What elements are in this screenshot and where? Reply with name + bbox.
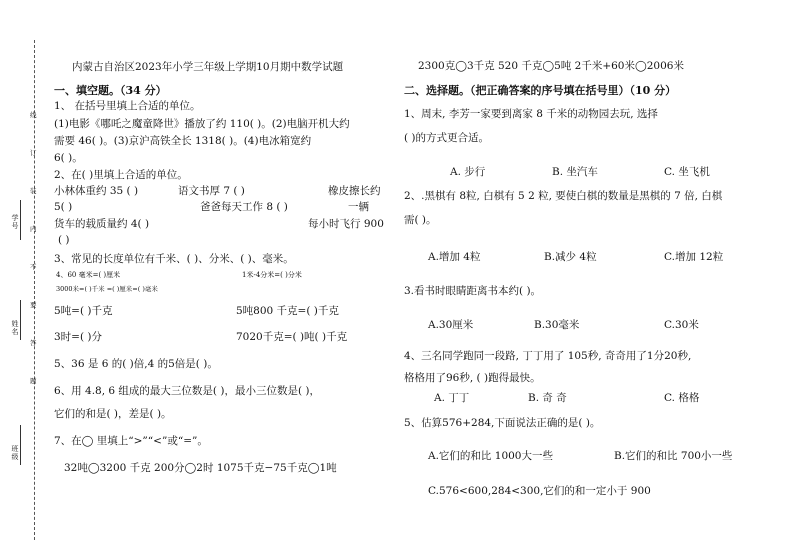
- q3-item: 4、60 毫米=( )厘米: [56, 271, 121, 279]
- c3-option-a: A.30厘米: [428, 319, 474, 331]
- c3-option-c: C.30米: [664, 319, 699, 331]
- q2-item: 爸爸每天工作 8 ( ): [200, 201, 288, 213]
- c1-line: 1、周末, 李芳一家要到离家 8 千米的动物园去玩, 选择: [404, 108, 658, 120]
- student-id-underline: [20, 200, 21, 240]
- c4-option-a: A. 丁丁: [434, 392, 470, 404]
- c1-option-a: A. 步行: [450, 166, 486, 178]
- c5-option-c: C.576<600,284<300,它们的和一定小于 900: [428, 485, 651, 497]
- c5-option-a: A.它们的和比 1000大一些: [428, 450, 553, 462]
- q2-item: 每小时飞行 900: [308, 218, 384, 230]
- c4-line: 4、三名同学跑同一段路, 丁丁用了 105秒, 奇奇用了1分20秒,: [404, 350, 692, 362]
- c4-line: 格格用了96秒, ( )跑得最快。: [404, 372, 541, 384]
- q2-item: ( ): [58, 234, 70, 246]
- c2-option-a: A.增加 4粒: [428, 251, 481, 263]
- c1-line: ( )的方式更合适。: [404, 132, 490, 144]
- margin-mark: 订: [30, 149, 37, 157]
- section1-heading: 一、填空题。（34 分）: [54, 84, 167, 97]
- q3-item: 7020千克=( )吨( )千克: [236, 331, 348, 343]
- q7-stem: 7、在◯ 里填上“>”“<”或“=”。: [54, 435, 208, 447]
- q3-item: 5吨=( )千克: [54, 305, 113, 317]
- q2-item: 5( ): [54, 201, 73, 213]
- margin-mark: 线: [30, 111, 37, 119]
- c2-line: 2、.黑棋有 8粒, 白棋有 5 2 粒, 要使白棋的数量是黑棋的 7 倍, 白棋: [404, 190, 723, 202]
- c2-option-c: C.增加 12粒: [664, 251, 724, 263]
- margin-mark: 答: [30, 339, 37, 347]
- margin-mark: 不: [30, 263, 37, 271]
- q6-line: 6、用 4.8, 6 组成的最大三位数是( )，最小三位数是( )，: [54, 385, 320, 397]
- c1-option-c: C. 坐飞机: [664, 166, 710, 178]
- margin-mark: 要: [30, 301, 37, 309]
- margin-mark: 题: [30, 377, 37, 385]
- q1-line: 6( )。: [54, 152, 83, 164]
- q1-stem: 1、 在括号里填上合适的单位。: [54, 100, 201, 112]
- label-class: 班级: [11, 445, 19, 461]
- q2-item: 一辆: [348, 201, 369, 213]
- q2-item: 语文书厚 7 ( ): [178, 185, 245, 197]
- c2-option-b: B.减少 4粒: [544, 251, 597, 263]
- q3-item: 3时=( )分: [54, 331, 103, 343]
- label-name: 姓名: [11, 320, 19, 336]
- c4-option-b: B. 奇 奇: [528, 392, 567, 404]
- c4-option-c: C. 格格: [664, 392, 700, 404]
- margin-mark: 装: [30, 187, 37, 195]
- c2-line: 需( )。: [404, 214, 437, 226]
- c5-option-b: B.它们的和比 700小一些: [614, 450, 733, 462]
- q7-row: 32吨◯3200 千克 200分◯2时 1075千克−75千克◯1吨: [64, 462, 337, 474]
- q2-item: 橡皮擦长约: [328, 185, 381, 197]
- q2-item: 货车的载质量约 4( ): [54, 218, 150, 230]
- q3-item: 3000米=( )千米 =( )厘米=( )毫米: [56, 285, 158, 293]
- c1-option-b: B. 坐汽车: [552, 166, 598, 178]
- q6-line: 它们的和是( )，差是( )。: [54, 408, 172, 420]
- c3-line: 3.看书时眼睛距离书本约( )。: [404, 285, 542, 297]
- q3-item: 5吨800 千克=( )千克: [236, 305, 339, 317]
- section2-heading: 二、选择题。（把正确答案的序号填在括号里）（10 分）: [404, 84, 677, 97]
- q7-row-continued: 2300克◯3千克 520 千克◯5吨 2千米+60米◯2006米: [418, 60, 684, 72]
- q2-stem: 2、在( )里填上合适的单位。: [54, 169, 188, 181]
- class-underline: [20, 425, 21, 465]
- q3-item: 1米-4分米=( )分米: [242, 271, 302, 279]
- c3-option-b: B.30毫米: [534, 319, 580, 331]
- q3-stem: 3、常见的长度单位有千米、( )、分米、( )、毫米。: [54, 253, 294, 265]
- c5-line: 5、估算576+284,下面说法正确的是( )。: [404, 417, 601, 429]
- margin-mark: 内: [30, 225, 37, 233]
- page-title: 内蒙古自治区2023年小学三年级上学期10月期中数学试题: [72, 61, 344, 73]
- label-student-id: 学号: [11, 214, 19, 230]
- name-underline: [20, 300, 21, 340]
- q1-line: 需要 46( )。(3)京沪高铁全长 1318( )。(4)电冰箱宽约: [54, 135, 312, 147]
- q1-line: (1)电影《哪吒之魔童降世》播放了约 110( )。(2)电脑开机大约: [54, 118, 350, 130]
- q5-line: 5、36 是 6 的( )倍,4 的5倍是( )。: [54, 358, 218, 370]
- q2-item: 小林体重约 35 ( ): [54, 185, 139, 197]
